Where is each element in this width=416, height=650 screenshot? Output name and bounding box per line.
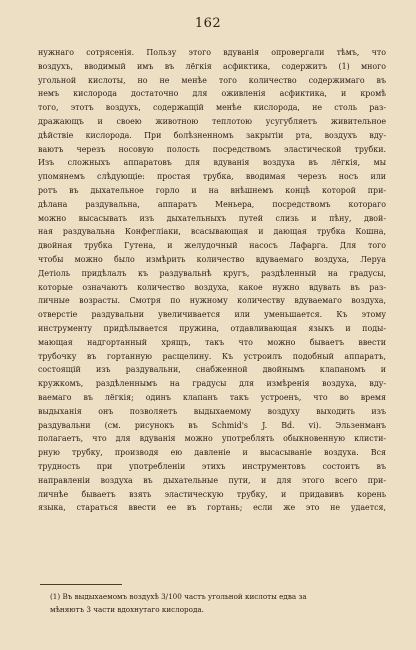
text-line: инструменту придѣлывается пружина, отдавливающая языкъ и поды- xyxy=(38,323,386,333)
text-line: упомянемъ слѣдующіе: простая трубка, вводимая черезъ носъ или xyxy=(38,172,386,182)
text-line: языка, стараться ввести ее въ гортань; если же это не удается, xyxy=(38,503,386,513)
body-text xyxy=(38,46,386,515)
text-line: кружкомъ, раздѣленнымъ на градусы для измѣренія воздуха, вду- xyxy=(38,379,386,389)
text-line: раздувальни (см. рисунокъ въ Schmid's J. Bd. vi). Эльзенманъ xyxy=(38,420,386,430)
text-line: угольной кислоты, но не менѣе того количество содержимаго въ xyxy=(38,75,386,85)
text-line: чтобы можно было измѣрить количество вдуваемаго воздуха, Леруа xyxy=(38,254,386,264)
text-line: состоящій изъ раздувальни, снабженной двойнымъ клапаномъ и xyxy=(38,365,386,375)
page-number: 162 xyxy=(194,16,222,31)
text-line: немъ кислорода достаточно для оживленія асфиктика, и кромѣ xyxy=(38,89,386,99)
text-line: воздухъ, вводимый имъ въ лёгкія асфиктика, содержитъ (1) много xyxy=(38,61,386,71)
text-line: ваемаго въ лёгкія; одинъ клапанъ такъ устроенъ, что во время xyxy=(38,392,386,402)
text-line: Изъ сложныхъ аппаратовъ для вдуванія воздуха въ лёгкія, мы xyxy=(38,158,386,168)
text-line: отверстіе раздувальни увеличивается или уменьшается. Къ этому xyxy=(38,310,386,320)
text-line: дражающъ и своею животною теплотою усугубляетъ живительное xyxy=(38,116,386,126)
text-line: ная раздувальна Конфегліаки, всасывающая и дающая трубка Кошна, xyxy=(38,227,386,237)
text-line: ваютъ черезъ носовую полость посредствомъ эластической трубки. xyxy=(38,144,386,154)
text-line: личные возрасты. Смотря по нужному количеству вдуваемаго воздуха, xyxy=(38,296,386,306)
text-line: Детіоль придѣлалъ къ раздувальнѣ кругъ, раздѣленный на градусы, xyxy=(38,268,386,278)
text-line: можно высасывать изъ дыхательныхъ путей слизь и пѣну, двой- xyxy=(38,213,386,223)
text-line: мающая надгортанный хрящъ, такъ что можно бываетъ ввести xyxy=(38,337,386,347)
text-line: трудность при употребленіи этихъ инструментовъ состоитъ въ xyxy=(38,461,386,471)
text-line: полагаетъ, что для вдуванія можно употреблять обыкновенную клисти- xyxy=(38,434,386,444)
text-line: рную трубку, производя ею давленіе и высасываніе воздуха. Вся xyxy=(38,448,386,458)
text-line: выдыханія онъ позволяетъ выдыхаемому воздуху выходить изъ xyxy=(38,406,386,416)
footnote-line: мѣняютъ 3 части вдохнутаго кислорода. xyxy=(50,604,204,614)
text-line: направленіи воздуха въ дыхательные пути, и для этого всего при- xyxy=(38,475,386,485)
text-line: двойная трубка Гутена, и желудочный насосъ Лафарга. Для того xyxy=(38,241,386,251)
text-line: дѣйствіе кислорода. При болѣзненномъ закрытіи рта, воздухъ вду- xyxy=(38,130,386,140)
text-line: трубочку въ гортанную расщелину. Къ устроилъ подобный аппаратъ, xyxy=(38,351,386,361)
footnote-line: (1) Въ выдыхаемомъ воздухѣ 3/100 частъ угольной кислоты едва за xyxy=(50,592,307,601)
text-line: того, этотъ воздухъ, содержащій менѣе кислорода, не столь раз- xyxy=(38,103,386,113)
text-line: которые означаютъ количество воздуха, какое нужно вдувать въ раз- xyxy=(38,282,386,292)
text-line: нужнаго сотрясенія. Пользу этого вдуванія опровергали тѣмъ, что xyxy=(38,48,386,57)
text-line: личнѣе бываетъ взять эластическую трубку, и придавивъ корень xyxy=(38,489,386,499)
footnote-divider xyxy=(40,584,122,585)
footnote xyxy=(50,591,386,616)
text-line: дѣлана раздувальна, аппаратъ Меньера, посредствомъ котораго xyxy=(38,199,386,209)
text-line: ротъ въ дыхательное горло и на внѣшнемъ концѣ которой при- xyxy=(38,185,386,195)
